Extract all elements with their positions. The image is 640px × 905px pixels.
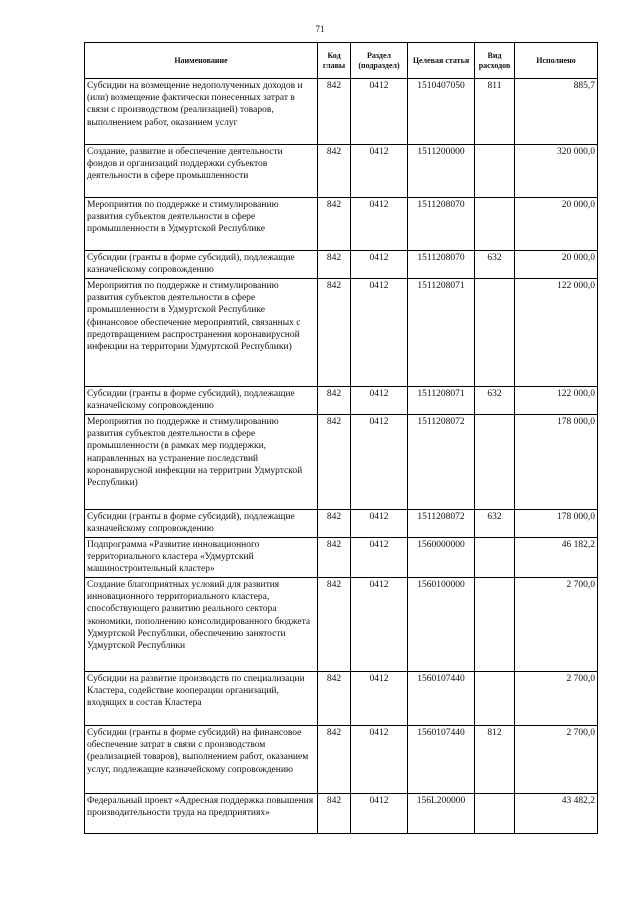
table-row xyxy=(85,672,598,726)
row-type xyxy=(475,145,515,198)
row-name: Мероприятия по поддержке и стимулированию развития субъектов деятельности в сфере промышленности (в рамках мер поддержки, направленных на устранение последствий коронавирусной инфекции на территрии Удмуртской Республики) xyxy=(85,415,318,510)
row-type xyxy=(475,672,515,726)
row-code: 842 xyxy=(318,794,351,834)
row-executed: 43 482,2 xyxy=(515,794,598,834)
row-name: Субсидии на развитие производств по специализации Кластера, содействие кооперации организаций, входящих в состав Кластера xyxy=(85,672,318,726)
row-code: 842 xyxy=(318,510,351,538)
row-section: 0412 xyxy=(351,794,408,834)
row-code: 842 xyxy=(318,145,351,198)
row-type: 632 xyxy=(475,387,515,415)
row-section: 0412 xyxy=(351,538,408,578)
row-name: Создание, развитие и обеспечение деятельности фондов и организаций поддержки субъектов деятельности в сфере промышленности xyxy=(85,145,318,198)
row-code: 842 xyxy=(318,251,351,279)
table-row xyxy=(85,415,598,510)
row-type: 632 xyxy=(475,251,515,279)
table-row xyxy=(85,387,598,415)
row-target: 1511208072 xyxy=(408,510,475,538)
table-row xyxy=(85,538,598,578)
row-name: Субсидии (гранты в форме субсидий) на финансовое обеспечение затрат в связи с производством (реализацией товаров), выполнением работ, оказанием услуг, подлежащие казначейскому сопровождению xyxy=(85,726,318,794)
table-row xyxy=(85,251,598,279)
row-target: 1511208070 xyxy=(408,198,475,251)
header-name: Наименование xyxy=(85,43,318,79)
table-header-row xyxy=(85,43,598,79)
row-executed: 178 000,0 xyxy=(515,510,598,538)
row-code: 842 xyxy=(318,79,351,145)
row-section: 0412 xyxy=(351,251,408,279)
row-target: 1560100000 xyxy=(408,578,475,672)
row-section: 0412 xyxy=(351,578,408,672)
row-executed: 885,7 xyxy=(515,79,598,145)
row-executed: 46 182,2 xyxy=(515,538,598,578)
row-section: 0412 xyxy=(351,145,408,198)
row-code: 842 xyxy=(318,538,351,578)
row-type xyxy=(475,578,515,672)
row-name: Федеральный проект «Адресная поддержка повышения производительности труда на предприятиях» xyxy=(85,794,318,834)
row-type: 811 xyxy=(475,79,515,145)
header-type: Вид расходов xyxy=(475,43,515,79)
row-section: 0412 xyxy=(351,510,408,538)
row-name: Создание благоприятных условий для развития инновационного территориального кластера, способствующего развитию реального сектора экономики, пополнению консолидированного бюджета Удмуртской Республики, обеспечению занятости Удмуртской Республики xyxy=(85,578,318,672)
row-code: 842 xyxy=(318,726,351,794)
row-name: Субсидии (гранты в форме субсидий), подлежащие казначейскому сопровождению xyxy=(85,251,318,279)
row-name: Мероприятия по поддержке и стимулированию развития субъектов деятельности в сфере промышленности в Удмуртской Республике xyxy=(85,198,318,251)
row-executed: 2 700,0 xyxy=(515,672,598,726)
row-section: 0412 xyxy=(351,726,408,794)
row-target: 1511208070 xyxy=(408,251,475,279)
row-type xyxy=(475,794,515,834)
row-type xyxy=(475,198,515,251)
table-row xyxy=(85,145,598,198)
row-section: 0412 xyxy=(351,79,408,145)
row-type: 632 xyxy=(475,510,515,538)
row-target: 1511200000 xyxy=(408,145,475,198)
header-executed: Исполнено xyxy=(515,43,598,79)
row-target: 1560000000 xyxy=(408,538,475,578)
row-type xyxy=(475,538,515,578)
row-executed: 122 000,0 xyxy=(515,387,598,415)
row-name: Подпрограмма «Развитие инновационного территориального кластера «Удмуртский машиностроительный кластер» xyxy=(85,538,318,578)
table-row xyxy=(85,794,598,834)
table-row xyxy=(85,578,598,672)
row-executed: 122 000,0 xyxy=(515,279,598,387)
row-section: 0412 xyxy=(351,672,408,726)
table-row xyxy=(85,726,598,794)
row-type xyxy=(475,415,515,510)
row-section: 0412 xyxy=(351,198,408,251)
row-target: 1510407050 xyxy=(408,79,475,145)
row-executed: 20 000,0 xyxy=(515,251,598,279)
row-target: 1560107440 xyxy=(408,726,475,794)
row-executed: 2 700,0 xyxy=(515,578,598,672)
header-code: Код главы xyxy=(318,43,351,79)
row-target: 1511208071 xyxy=(408,387,475,415)
row-section: 0412 xyxy=(351,415,408,510)
row-name: Субсидии (гранты в форме субсидий), подлежащие казначейскому сопровождению xyxy=(85,387,318,415)
row-code: 842 xyxy=(318,387,351,415)
budget-table xyxy=(84,42,598,834)
table-row xyxy=(85,79,598,145)
row-executed: 320 000,0 xyxy=(515,145,598,198)
row-target: 1511208072 xyxy=(408,415,475,510)
row-target: 156L200000 xyxy=(408,794,475,834)
table-row xyxy=(85,198,598,251)
row-code: 842 xyxy=(318,279,351,387)
row-executed: 20 000,0 xyxy=(515,198,598,251)
row-name: Мероприятия по поддержке и стимулированию развития субъектов деятельности в сфере промышленности в Удмуртской Республике (финансовое обеспечение мероприятий, связанных с предотвращением распространения коронавирусной инфекции на территории Удмуртской Республики) xyxy=(85,279,318,387)
page-number: 71 xyxy=(315,24,325,34)
row-name: Субсидии на возмещение недополученных доходов и (или) возмещение фактически понесенных затрат в связи с производством (реализацией) товаров, выполнением работ, оказанием услуг xyxy=(85,79,318,145)
row-name: Субсидии (гранты в форме субсидий), подлежащие казначейскому сопровождению xyxy=(85,510,318,538)
table-row xyxy=(85,279,598,387)
header-target: Целевая статья xyxy=(408,43,475,79)
table-row xyxy=(85,510,598,538)
row-code: 842 xyxy=(318,672,351,726)
row-section: 0412 xyxy=(351,387,408,415)
row-code: 842 xyxy=(318,198,351,251)
row-code: 842 xyxy=(318,415,351,510)
row-section: 0412 xyxy=(351,279,408,387)
row-target: 1560107440 xyxy=(408,672,475,726)
row-executed: 178 000,0 xyxy=(515,415,598,510)
row-executed: 2 700,0 xyxy=(515,726,598,794)
row-code: 842 xyxy=(318,578,351,672)
row-target: 1511208071 xyxy=(408,279,475,387)
row-type xyxy=(475,279,515,387)
header-section: Раздел (подраздел) xyxy=(351,43,408,79)
row-type: 812 xyxy=(475,726,515,794)
